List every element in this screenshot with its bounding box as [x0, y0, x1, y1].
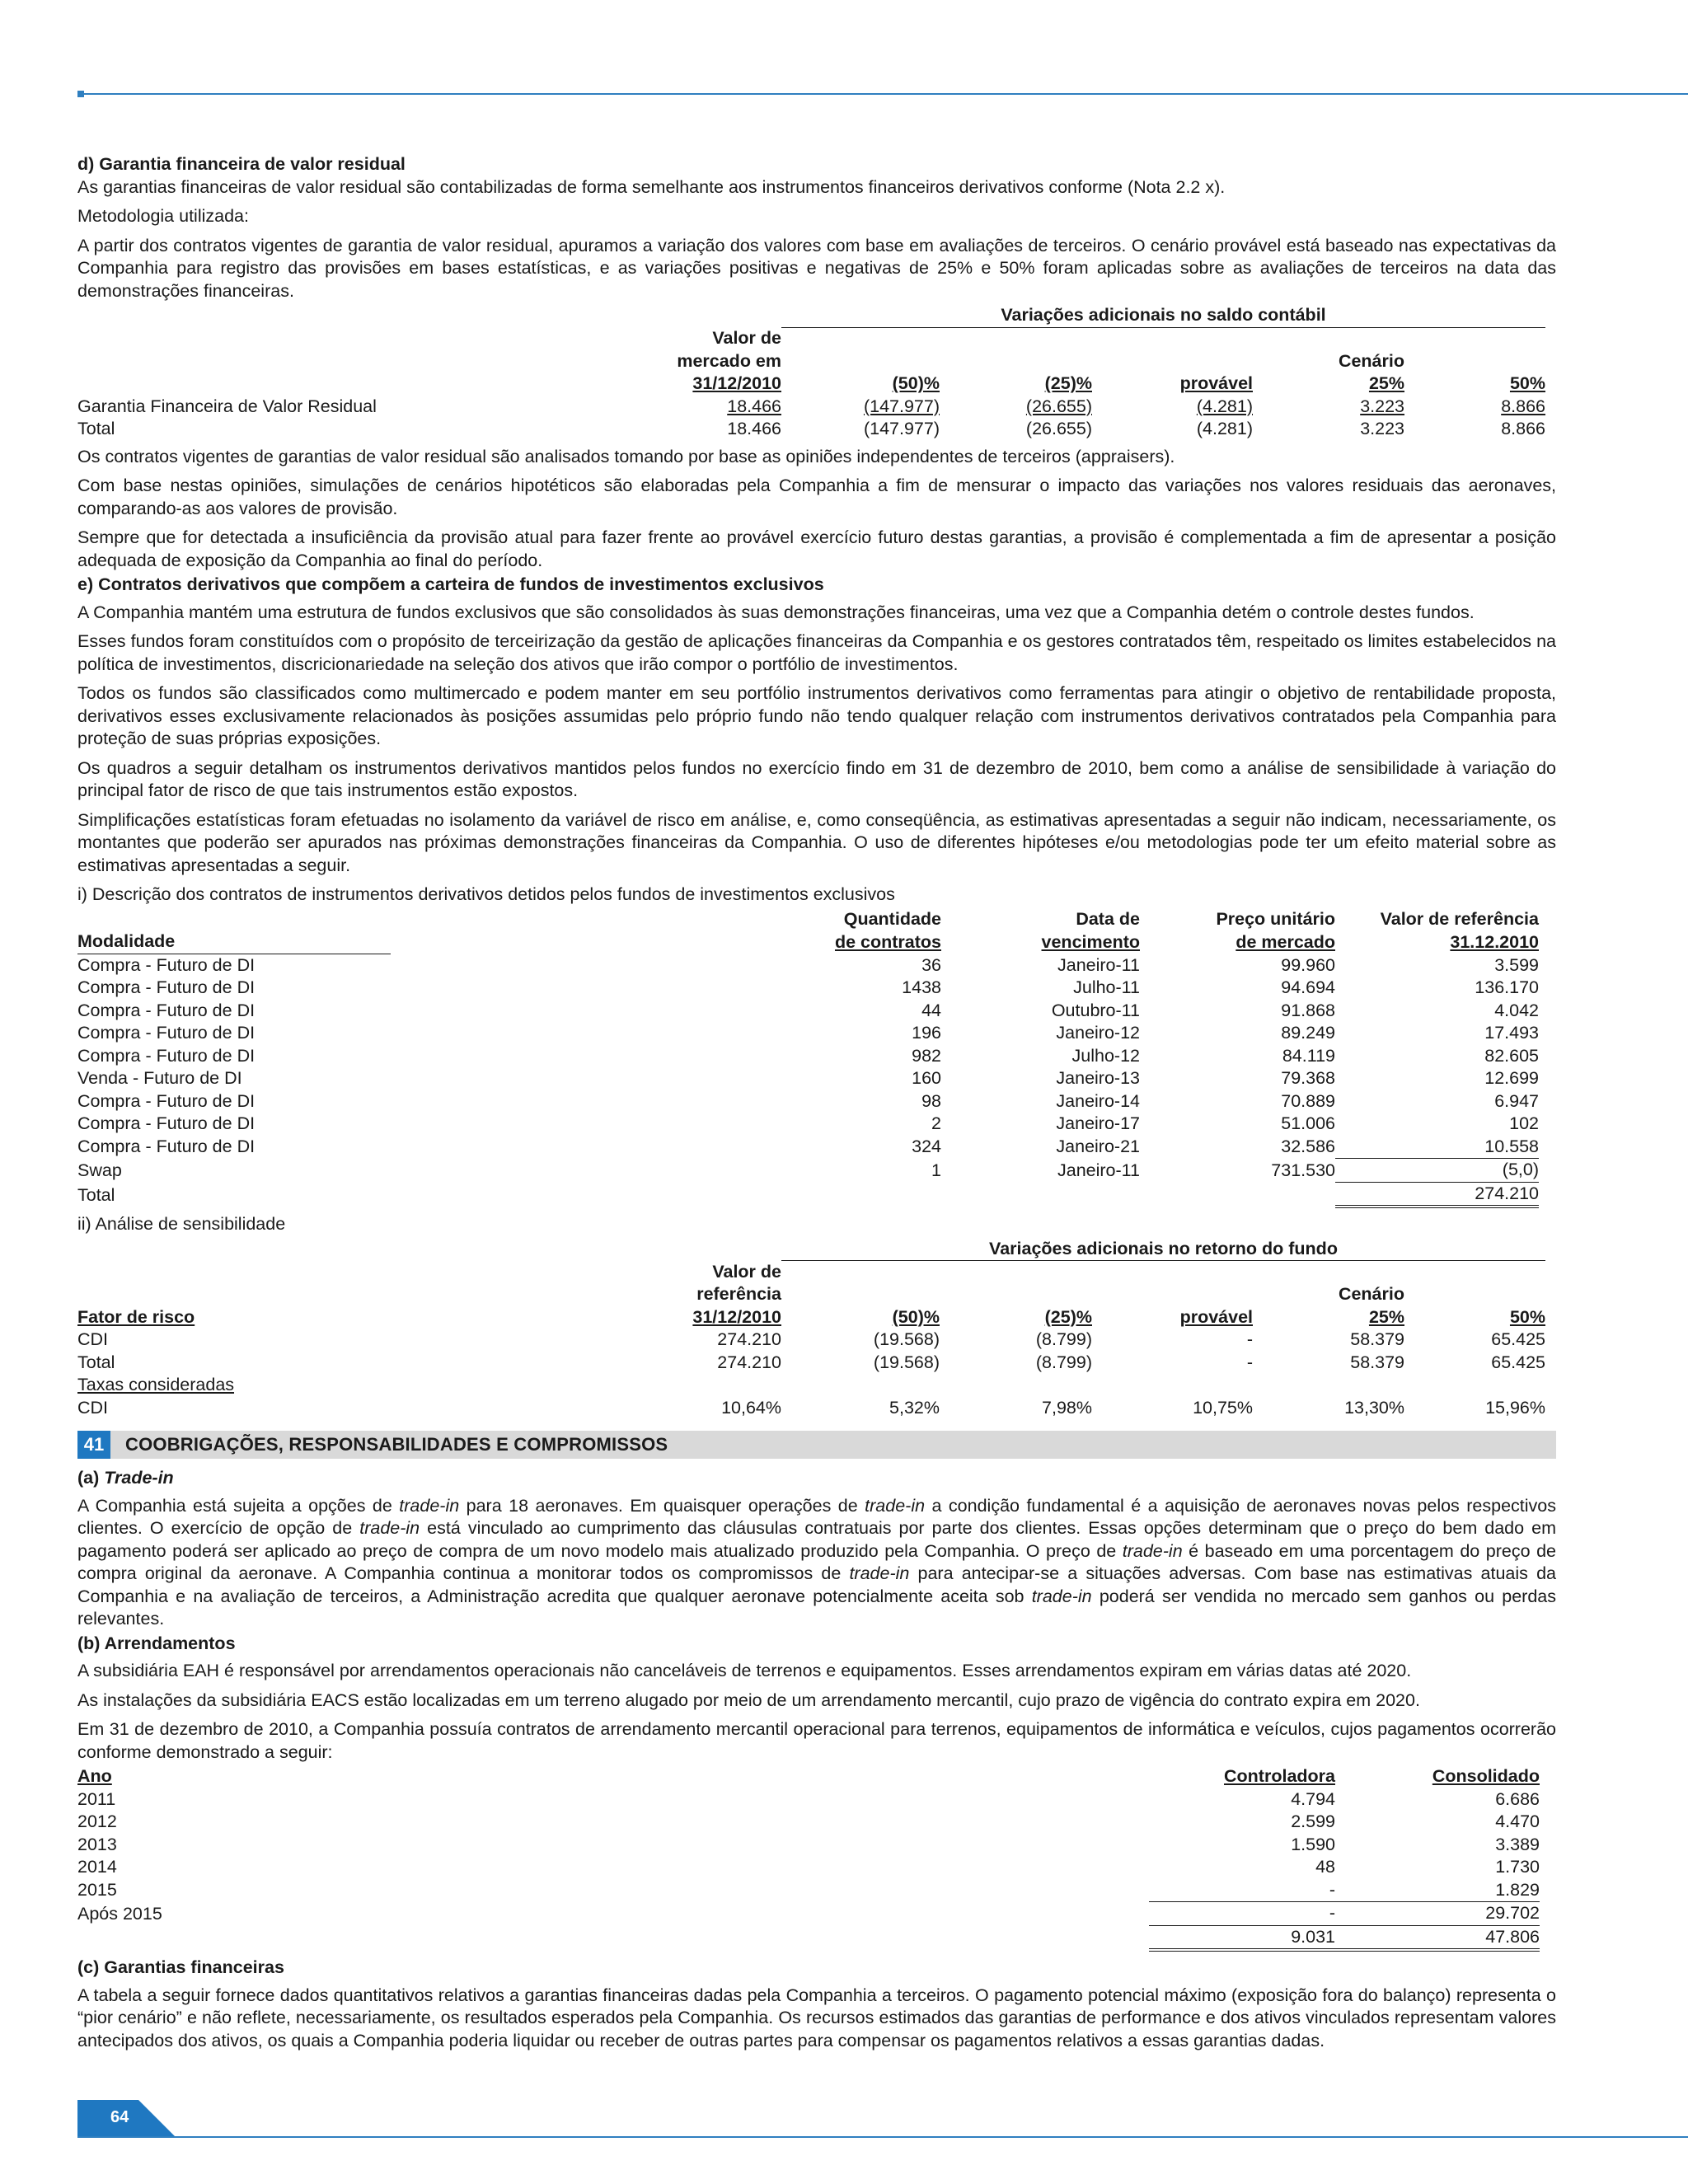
- cell: 1.730: [1495, 1857, 1540, 1877]
- row-label: Após 2015: [77, 1903, 162, 1924]
- col-header: de contratos: [834, 931, 941, 952]
- trade-in-paragraph: [77, 1495, 1556, 1631]
- sensitivity-table: [77, 1238, 1556, 1420]
- cell: 4.042: [1494, 1000, 1539, 1020]
- row-label: CDI: [77, 1397, 109, 1418]
- cell: Julho-12: [1071, 1045, 1140, 1066]
- cell: (4.281): [1196, 419, 1253, 438]
- section-41-header: [77, 1431, 1556, 1459]
- cell: 84.119: [1282, 1045, 1335, 1066]
- cell: (19.568): [873, 1352, 940, 1372]
- row-label: Compra - Futuro de DI: [77, 1000, 256, 1020]
- cell: 982: [912, 1045, 941, 1066]
- cell: 274.210: [717, 1329, 781, 1349]
- cell: 51.006: [1281, 1113, 1335, 1133]
- cell: 3.599: [1494, 954, 1539, 975]
- table-row: [77, 1113, 1556, 1136]
- cell: (147.977): [863, 396, 940, 416]
- residual-guarantee-table: [77, 304, 1556, 441]
- trade-in-term: trade-in: [1122, 1540, 1183, 1561]
- col-header: Preço unitário: [1216, 908, 1335, 929]
- row-label: 2011: [77, 1788, 116, 1809]
- row-label: Swap: [77, 1160, 122, 1180]
- cell: (8.799): [1035, 1352, 1092, 1372]
- trade-in-term: trade-in: [399, 1495, 460, 1516]
- cell: Janeiro-21: [1056, 1137, 1140, 1156]
- table-row: [77, 1788, 1556, 1811]
- col-header: 25%: [1368, 1306, 1404, 1327]
- section-d-p2: Metodologia utilizada:: [77, 206, 249, 226]
- cell: 3.389: [1495, 1834, 1540, 1854]
- col-header: (25)%: [1044, 1306, 1092, 1327]
- row-label: Compra - Futuro de DI: [77, 1113, 256, 1133]
- row-label: Total: [77, 1184, 115, 1205]
- total-cell: 9.031: [1149, 1925, 1335, 1950]
- text-segment: para 18 aeronaves. Em quaisquer operações de: [459, 1495, 865, 1516]
- cell: 5,32%: [889, 1397, 940, 1418]
- col-header: Valor de referência: [1380, 908, 1539, 929]
- section-d-p1: As garantias financeiras de valor residual são contabilizadas de forma semelhante aos instrumentos financeiros derivativos conforme (Nota 2.2 x).: [77, 176, 1226, 197]
- subsection-c-heading: (c) Garantias financeiras: [77, 1957, 284, 1977]
- cell: (4.281): [1196, 396, 1253, 416]
- col-header: (50)%: [892, 373, 940, 393]
- derivative-contracts-table: [77, 908, 1556, 1209]
- col-header: de mercado: [1236, 931, 1335, 952]
- cell: 65.425: [1491, 1352, 1545, 1372]
- section-d-heading: d) Garantia financeira de valor residual: [77, 154, 406, 174]
- contracts-rows: [77, 954, 1556, 1182]
- cell: 32.586: [1281, 1137, 1335, 1156]
- col-header: provável: [1179, 1306, 1253, 1327]
- table-row: [77, 418, 1556, 441]
- cell: 94.694: [1281, 977, 1335, 997]
- cell: (26.655): [1025, 396, 1092, 416]
- cell: 10.558: [1484, 1136, 1539, 1156]
- cell: 1: [931, 1160, 941, 1180]
- total-cell: 47.806: [1335, 1925, 1540, 1950]
- cell: 89.249: [1281, 1023, 1335, 1043]
- cell: 6.947: [1494, 1090, 1539, 1111]
- row-label: Garantia Financeira de Valor Residual: [77, 396, 377, 416]
- col-header: 31/12/2010: [692, 1306, 781, 1327]
- cell: -: [1329, 1879, 1335, 1900]
- cell: 36: [921, 954, 941, 975]
- col-header: Ano: [77, 1766, 112, 1786]
- col-header: Valor de: [712, 1261, 781, 1282]
- table-row: [77, 1022, 1556, 1045]
- col-header: Modalidade: [77, 930, 391, 954]
- subsection-a-title: Trade-in: [104, 1468, 174, 1488]
- cell: 1.590: [1291, 1834, 1335, 1854]
- row-label: CDI: [77, 1329, 109, 1349]
- col-header: referência: [696, 1284, 781, 1304]
- col-header: Data de: [1076, 908, 1140, 929]
- subsection-i-title: i) Descrição dos contratos de instrumentos derivativos detidos pelos fundos de investimentos exclusivos: [77, 884, 895, 904]
- row-label: Venda - Futuro de DI: [77, 1068, 242, 1088]
- row-label: Compra - Futuro de DI: [77, 1090, 256, 1111]
- cell: 12.699: [1484, 1068, 1539, 1088]
- section-e-p1: A Companhia mantém uma estrutura de fundos exclusivos que são consolidados às suas demonstrações financeiras, uma vez que a Companhia detém o controle destes fundos.: [77, 602, 1475, 622]
- subsection-b-heading: (b) Arrendamentos: [77, 1633, 236, 1653]
- cell: 196: [912, 1023, 941, 1043]
- cell: 3.223: [1360, 396, 1404, 416]
- table-row: [77, 396, 1556, 419]
- section-d-p3: A partir dos contratos vigentes de garantia de valor residual, apuramos a variação dos valores com base em avaliações de terceiros. O cenário provável está baseado nas expectativas da Companhia para registro das provisões em bases estatísticas, e as variações positivas e negativas de 25% e 50% foram aplicadas sobre as avaliações de terceiros na data das demonstrações financeiras.: [77, 235, 1556, 301]
- col-header: mercado em: [677, 350, 781, 371]
- cell: 44: [921, 1000, 941, 1020]
- cell: Outubro-11: [1051, 1000, 1140, 1020]
- cell: 1438: [902, 977, 941, 997]
- cell: Janeiro-13: [1056, 1068, 1140, 1088]
- row-label: Total: [77, 1352, 115, 1372]
- col-header: 50%: [1509, 373, 1545, 393]
- cell: 274.210: [717, 1352, 781, 1372]
- cell: 3.223: [1360, 419, 1404, 438]
- col-header: Valor de: [712, 328, 781, 348]
- total-cell: 274.210: [1335, 1182, 1539, 1207]
- top-rule: [77, 93, 1688, 95]
- subsection-ii-title: ii) Análise de sensibilidade: [77, 1214, 286, 1234]
- cell: Janeiro-14: [1056, 1090, 1140, 1111]
- cell: 8.866: [1501, 396, 1545, 416]
- table-row: [77, 1000, 1556, 1023]
- section-d-p6: Sempre que for detectada a insuficiência da provisão atual para fazer frente ao provável exercício futuro destas garantias, a provisão é complementada a fim de apresentar a posição adequada de exposição da Companhia ao final do período.: [77, 527, 1556, 570]
- table-row: [77, 1879, 1556, 1902]
- cell: 65.425: [1491, 1329, 1545, 1349]
- cell: 99.960: [1281, 954, 1335, 975]
- row-label: Compra - Futuro de DI: [77, 1137, 256, 1156]
- table-row: [77, 1856, 1556, 1879]
- table-row: [77, 1182, 1556, 1207]
- col-header: Cenário: [1338, 1284, 1404, 1304]
- cell: 10,75%: [1193, 1397, 1253, 1418]
- cell: 18.466: [727, 419, 781, 438]
- cell: (5,0): [1335, 1159, 1539, 1183]
- table-row: [77, 977, 1556, 1000]
- cell: -: [1246, 1329, 1253, 1349]
- col-header: (25)%: [1044, 373, 1092, 393]
- table-row: [77, 1067, 1556, 1090]
- cell: 18.466: [727, 396, 781, 416]
- cell: 70.889: [1281, 1090, 1335, 1111]
- section-d-p5: Com base nestas opiniões, simulações de cenários hipotéticos são elaboradas pela Companhia a fim de mensurar o impacto das variações nos valores residuais das aeronaves, comparando-as aos valores de provisão.: [77, 476, 1556, 518]
- subsection-a-heading: [77, 1467, 1556, 1490]
- leases-p1: A subsidiária EAH é responsável por arrendamentos operacionais não canceláveis de terrenos e equipamentos. Esses arrendamentos expiram em várias datas até 2020.: [77, 1661, 1412, 1680]
- col-header: Cenário: [1338, 350, 1404, 371]
- section-d-p4: Os contratos vigentes de garantias de valor residual são analisados tomando por base as opiniões independentes de terceiros (appraisers).: [77, 446, 1175, 466]
- col-header: (50)%: [892, 1306, 940, 1327]
- text-segment: é baseado em uma porcentagem do preço de compra original da aeronave. A Companhia continua a monitorar todos os compromissos de: [77, 1540, 1556, 1583]
- table-row: [77, 1925, 1556, 1950]
- cell: 731.530: [1271, 1160, 1335, 1180]
- text-segment: a condição fundamental é a aquisição de aeronaves novas pelos respectivos clientes. O exercício de opção de: [77, 1495, 1556, 1538]
- variations-header: Variações adicionais no saldo contábil: [781, 304, 1545, 327]
- cell: 324: [912, 1137, 941, 1156]
- col-header: Consolidado: [1432, 1766, 1540, 1786]
- cell: Julho-11: [1073, 977, 1140, 997]
- table-row: [77, 1329, 1556, 1352]
- cell: 29.702: [1335, 1902, 1540, 1926]
- text-segment: está vinculado ao cumprimento das cláusulas contratuais por parte dos clientes. Essas opções determinam que o preço do bem dado em pagamento poderá ser aplicado ao preço de compra de um novo modelo mais atualizado produzido pela Companhia. O preço de: [77, 1518, 1556, 1561]
- cell: Janeiro-12: [1056, 1023, 1140, 1043]
- row-label: Compra - Futuro de DI: [77, 977, 256, 997]
- cell: (19.568): [873, 1329, 940, 1349]
- cell: 10,64%: [721, 1397, 781, 1418]
- cell: (26.655): [1025, 419, 1092, 438]
- cell: 82.605: [1484, 1045, 1539, 1066]
- leases-p3: Em 31 de dezembro de 2010, a Companhia possuía contratos de arrendamento mercantil operacional para terrenos, equipamentos de informática e veículos, cujos pagamentos ocorrerão conforme demonstrado a seguir:: [77, 1719, 1556, 1762]
- variations-header: Variações adicionais no retorno do fundo: [781, 1238, 1545, 1261]
- row-label: Compra - Futuro de DI: [77, 954, 256, 975]
- trade-in-term: trade-in: [849, 1563, 910, 1583]
- cell: 6.686: [1495, 1788, 1540, 1809]
- table-row: [77, 1136, 1556, 1159]
- cell: 1.829: [1495, 1879, 1540, 1900]
- cell: -: [1149, 1902, 1335, 1926]
- row-label: Total: [77, 419, 115, 438]
- text-segment: A Companhia está sujeita a opções de: [77, 1495, 400, 1516]
- page-number: 64: [110, 2108, 129, 2126]
- cell: 58.379: [1350, 1329, 1404, 1349]
- cell: 98: [921, 1090, 941, 1111]
- top-rule-marker: [77, 91, 84, 97]
- cell: (147.977): [863, 419, 940, 438]
- cell: Janeiro-17: [1056, 1113, 1140, 1133]
- table-row: [77, 1352, 1556, 1375]
- cell: 160: [912, 1068, 941, 1088]
- lease-schedule-table: [77, 1765, 1556, 1952]
- subsection-a-prefix: (a): [77, 1468, 105, 1488]
- table-row: [77, 1834, 1556, 1857]
- table-row: [77, 1159, 1556, 1183]
- lease-rows: [77, 1788, 1556, 1926]
- cell: 58.379: [1350, 1352, 1404, 1372]
- col-header: 31/12/2010: [692, 373, 781, 393]
- table-row: [77, 1811, 1556, 1834]
- row-label: 2012: [77, 1811, 117, 1831]
- guarantees-p1: A tabela a seguir fornece dados quantitativos relativos a garantias financeiras dadas pela Companhia a terceiros. O pagamento potencial máximo (exposição fora do balanço) representa o “pior cenário” e não reflete, necessariamente, os resultados esperados pela Companhia. Os recursos estimados das garantias de performance e dos ativos vinculados representam valores antecipados dos ativos, os quais a Companhia poderia liquidar ou receber de outras partes para compensar os pagamentos relativos a essas garantias dadas.: [77, 1985, 1556, 2050]
- section-e-p2: Esses fundos foram constituídos com o propósito de terceirização da gestão de aplicações financeiras da Companhia e os gestores contratados têm, respeitado os limites estabelecidos na política de investimentos, discricionariedade na seleção dos ativos que irão compor o portfólio de investimentos.: [77, 631, 1556, 674]
- section-number-badge: 41: [77, 1431, 110, 1459]
- cell: 13,30%: [1344, 1397, 1404, 1418]
- rates-label: Taxas consideradas: [77, 1375, 235, 1394]
- table-row: [77, 1902, 1556, 1926]
- cell: 136.170: [1475, 977, 1539, 997]
- section-e-p3: Todos os fundos são classificados como multimercado e podem manter em seu portfólio instrumentos derivativos como ferramentas para atingir o objetivo de rentabilidade proposta, derivativos esses exclusivamente relacionados às posições assumidas pelo próprio fundo não tendo qualquer relação com instrumentos derivativos contratados pela Companhia para proteção de suas próprias exposições.: [77, 683, 1556, 748]
- col-header: 31.12.2010: [1450, 931, 1539, 952]
- page-content: [77, 153, 1556, 2059]
- bottom-rule: [77, 2136, 1688, 2138]
- table-row: [77, 1045, 1556, 1068]
- row-label: 2014: [77, 1857, 117, 1877]
- leases-p2: As instalações da subsidiária EACS estão localizadas em um terreno alugado por meio de um arrendamento mercantil, cujo prazo de vigência do contrato expira em 2020.: [77, 1690, 1420, 1710]
- trade-in-term: trade-in: [359, 1518, 420, 1538]
- col-header: Fator de risco: [77, 1306, 195, 1327]
- row-label: Compra - Futuro de DI: [77, 1023, 256, 1043]
- row-label: Compra - Futuro de DI: [77, 1045, 256, 1066]
- row-label: 2015: [77, 1880, 117, 1900]
- trade-in-term: trade-in: [1031, 1586, 1092, 1606]
- section-e-p5: Simplificações estatísticas foram efetuadas no isolamento da variável de risco em análise, e, como conseqüência, as estimativas apresentadas a seguir não indicam, necessariamente, os montantes que poderão ser apurados nas próximas demonstrações financeiras da Companhia. O uso de diferentes hipóteses e/ou metodologias pode ter um efeito material sobre as estimativas apresentadas a seguir.: [77, 809, 1556, 875]
- col-header: Quantidade: [843, 908, 941, 929]
- cell: 17.493: [1484, 1023, 1539, 1043]
- col-header: provável: [1179, 373, 1253, 393]
- text-segment: poderá ser vendida no mercado sem ganhos ou perdas relevantes.: [77, 1586, 1556, 1629]
- section-title: COOBRIGAÇÕES, RESPONSABILIDADES E COMPROMISSOS: [125, 1434, 668, 1455]
- cell: -: [1246, 1352, 1253, 1372]
- cell: 4.470: [1495, 1811, 1540, 1831]
- cell: (8.799): [1035, 1329, 1092, 1349]
- table-row: [77, 1397, 1556, 1420]
- section-e-heading: e) Contratos derivativos que compõem a carteira de fundos de investimentos exclusivos: [77, 574, 824, 594]
- cell: 7,98%: [1042, 1397, 1092, 1418]
- table-row: [77, 954, 1556, 977]
- cell: Janeiro-11: [1057, 1160, 1140, 1180]
- cell: 79.368: [1281, 1068, 1335, 1088]
- cell: 2.599: [1291, 1811, 1335, 1831]
- col-header: vencimento: [1041, 931, 1140, 952]
- cell: 48: [1315, 1857, 1335, 1877]
- cell: 2: [931, 1113, 941, 1133]
- cell: 102: [1509, 1113, 1539, 1133]
- cell: 4.794: [1291, 1788, 1335, 1809]
- cell: 15,96%: [1485, 1397, 1545, 1418]
- col-header: Controladora: [1224, 1766, 1335, 1786]
- cell: 8.866: [1501, 419, 1545, 438]
- section-e-p4: Os quadros a seguir detalham os instrumentos derivativos mantidos pelos fundos no exercício findo em 31 de dezembro de 2010, bem como a análise de sensibilidade à variação do principal fator de risco de que tais instrumentos estão expostos.: [77, 757, 1556, 800]
- trade-in-term: trade-in: [865, 1495, 926, 1516]
- cell: 91.868: [1281, 1000, 1335, 1020]
- col-header: 50%: [1509, 1306, 1545, 1327]
- row-label: 2013: [77, 1834, 117, 1854]
- text-segment: para antecipar-se a situações adversas. Com base nas estimativas atuais da Companhia e na avaliação de terceiros, a Administração acredita que qualquer aeronave potencialmente aceita sob: [77, 1563, 1556, 1606]
- table-row: [77, 1090, 1556, 1113]
- col-header: 25%: [1368, 373, 1404, 393]
- cell: Janeiro-11: [1057, 954, 1140, 975]
